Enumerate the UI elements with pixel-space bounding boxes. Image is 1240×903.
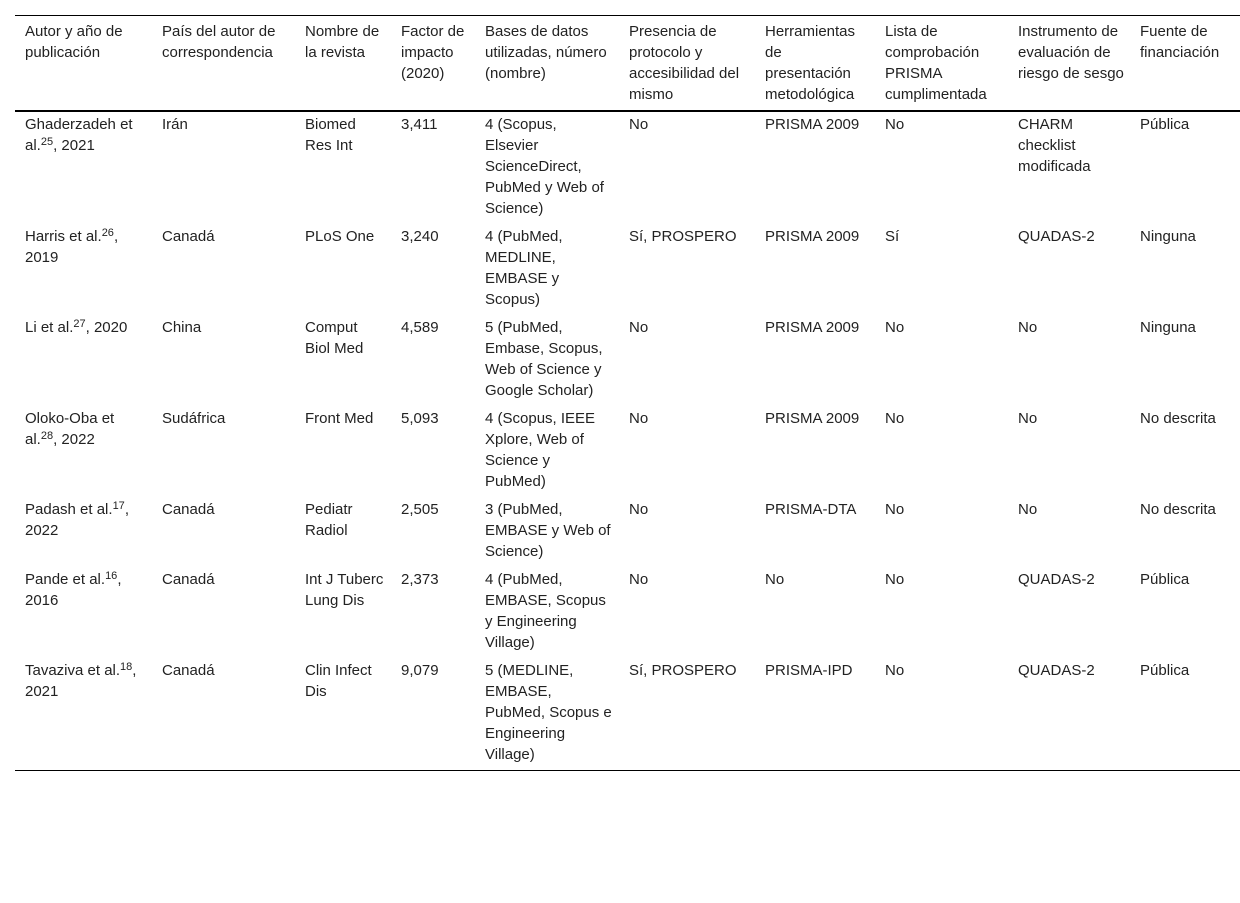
cell-bias-instrument: QUADAS-2 bbox=[1018, 228, 1095, 245]
cell-bias-instrument: QUADAS-2 bbox=[1018, 662, 1095, 679]
cell-databases: 3 (PubMed, EMBASE y Web of Science) bbox=[485, 501, 611, 560]
author-name: Tavaziva et al. bbox=[25, 662, 121, 679]
header-protocol: Presencia de protocolo y accesibilidad del mismo bbox=[629, 23, 740, 103]
table-row bbox=[15, 658, 1240, 771]
author-name: Oloko-Oba et al. bbox=[25, 410, 115, 448]
cell-impact-factor: 9,079 bbox=[401, 662, 439, 679]
cell-funding: Ninguna bbox=[1140, 228, 1196, 245]
cell-author bbox=[15, 658, 152, 771]
cell-protocol: No bbox=[629, 410, 649, 427]
cell-country: Canadá bbox=[162, 571, 215, 588]
cell-databases: 5 (PubMed, Embase, Scopus, Web of Science y Google Scholar) bbox=[485, 319, 603, 399]
cell-country: China bbox=[162, 319, 202, 336]
header-author: Autor y año de publicación bbox=[25, 23, 123, 61]
author-year: , 2022 bbox=[25, 501, 129, 539]
cell-impact-factor: 4,589 bbox=[401, 319, 439, 336]
cell-databases: 4 (PubMed, MEDLINE, EMBASE y Scopus) bbox=[485, 228, 563, 308]
cell-prisma-checklist: No bbox=[885, 571, 905, 588]
cell-country: Canadá bbox=[162, 662, 215, 679]
cell-funding: No descrita bbox=[1140, 501, 1216, 518]
cell-author bbox=[15, 315, 152, 406]
reference-number: 27 bbox=[73, 318, 86, 330]
cell-funding: Pública bbox=[1140, 116, 1190, 133]
cell-author bbox=[15, 567, 152, 658]
header-databases: Bases de datos utilizadas, número (nombre) bbox=[485, 23, 607, 82]
cell-journal: Pediatr Radiol bbox=[305, 501, 353, 539]
table-row bbox=[15, 224, 1240, 315]
cell-bias-instrument: No bbox=[1018, 410, 1038, 427]
table-row bbox=[15, 315, 1240, 406]
cell-databases: 4 (Scopus, Elsevier ScienceDirect, PubMed y Web of Science) bbox=[485, 116, 604, 217]
header-funding: Fuente de financiación bbox=[1140, 23, 1220, 61]
cell-databases: 4 (PubMed, EMBASE, Scopus y Engineering Village) bbox=[485, 571, 606, 651]
table-row bbox=[15, 567, 1240, 658]
author-year: , 2021 bbox=[25, 662, 137, 700]
header-journal: Nombre de la revista bbox=[305, 23, 380, 61]
cell-bias-instrument: QUADAS-2 bbox=[1018, 571, 1095, 588]
cell-prisma-checklist: No bbox=[885, 410, 905, 427]
review-characteristics-table-container bbox=[15, 15, 1240, 771]
author-year: , 2022 bbox=[53, 431, 95, 448]
author-year: , 2016 bbox=[25, 571, 122, 609]
header-prisma-checklist: Lista de comprobación PRISMA cumplimentada bbox=[885, 23, 987, 103]
cell-funding: No descrita bbox=[1140, 410, 1216, 427]
cell-journal: Int J Tuberc Lung Dis bbox=[305, 571, 384, 609]
cell-funding: Pública bbox=[1140, 662, 1190, 679]
cell-prisma-checklist: No bbox=[885, 662, 905, 679]
author-year: , 2019 bbox=[25, 228, 119, 266]
cell-methodological-tools: PRISMA-IPD bbox=[765, 662, 853, 679]
cell-methodological-tools: PRISMA 2009 bbox=[765, 319, 860, 336]
cell-author bbox=[15, 406, 152, 497]
cell-country: Canadá bbox=[162, 228, 215, 245]
cell-impact-factor: 3,240 bbox=[401, 228, 439, 245]
cell-author bbox=[15, 224, 152, 315]
cell-impact-factor: 2,505 bbox=[401, 501, 439, 518]
header-country: País del autor de correspondencia bbox=[162, 23, 276, 61]
cell-country: Canadá bbox=[162, 501, 215, 518]
cell-country: Irán bbox=[162, 116, 188, 133]
cell-funding: Pública bbox=[1140, 571, 1190, 588]
cell-protocol: No bbox=[629, 501, 649, 518]
cell-methodological-tools: PRISMA 2009 bbox=[765, 228, 860, 245]
cell-databases: 5 (MEDLINE, EMBASE, PubMed, Scopus e Engineering Village) bbox=[485, 662, 612, 763]
cell-protocol: No bbox=[629, 571, 649, 588]
cell-journal: Biomed Res Int bbox=[305, 116, 356, 154]
table-row bbox=[15, 497, 1240, 567]
cell-methodological-tools: PRISMA 2009 bbox=[765, 116, 860, 133]
table-row bbox=[15, 111, 1240, 224]
reference-number: 25 bbox=[40, 136, 54, 148]
header-row bbox=[15, 16, 1240, 112]
author-name: Padash et al. bbox=[25, 501, 113, 518]
author-year: , 2020 bbox=[85, 319, 128, 336]
cell-prisma-checklist: No bbox=[885, 116, 905, 133]
cell-journal: Front Med bbox=[305, 410, 374, 427]
reference-number: 26 bbox=[101, 227, 114, 239]
cell-impact-factor: 3,411 bbox=[401, 116, 438, 133]
cell-methodological-tools: PRISMA 2009 bbox=[765, 410, 860, 427]
header-methodological-tools: Herramientas de presentación metodológica bbox=[765, 23, 856, 103]
cell-impact-factor: 5,093 bbox=[401, 410, 439, 427]
cell-protocol: Sí, PROSPERO bbox=[629, 228, 737, 245]
table-body bbox=[15, 111, 1240, 771]
table-row bbox=[15, 406, 1240, 497]
cell-journal: Clin Infect Dis bbox=[305, 662, 372, 700]
author-name: Harris et al. bbox=[25, 228, 102, 245]
cell-prisma-checklist: Sí bbox=[885, 228, 900, 245]
cell-author bbox=[15, 497, 152, 567]
author-year: , 2021 bbox=[53, 137, 95, 154]
cell-bias-instrument: No bbox=[1018, 501, 1038, 518]
review-characteristics-table bbox=[15, 15, 1240, 771]
header-impact-factor: Factor de impacto (2020) bbox=[401, 23, 465, 82]
cell-bias-instrument: CHARM checklist modificada bbox=[1018, 116, 1091, 175]
cell-methodological-tools: No bbox=[765, 571, 785, 588]
cell-bias-instrument: No bbox=[1018, 319, 1038, 336]
cell-impact-factor: 2,373 bbox=[401, 571, 439, 588]
reference-number: 28 bbox=[40, 430, 54, 442]
cell-methodological-tools: PRISMA-DTA bbox=[765, 501, 857, 518]
cell-protocol: Sí, PROSPERO bbox=[629, 662, 737, 679]
cell-author bbox=[15, 111, 152, 224]
author-name: Ghaderzadeh et al. bbox=[25, 116, 133, 154]
cell-journal: PLoS One bbox=[305, 228, 375, 245]
cell-journal: Comput Biol Med bbox=[305, 319, 364, 357]
cell-prisma-checklist: No bbox=[885, 501, 905, 518]
cell-prisma-checklist: No bbox=[885, 319, 905, 336]
cell-protocol: No bbox=[629, 116, 649, 133]
reference-number: 18 bbox=[120, 661, 133, 673]
author-name: Li et al. bbox=[25, 319, 74, 336]
reference-number: 16 bbox=[105, 570, 118, 582]
cell-funding: Ninguna bbox=[1140, 319, 1196, 336]
author-name: Pande et al. bbox=[25, 571, 106, 588]
cell-databases: 4 (Scopus, IEEE Xplore, Web of Science y PubMed) bbox=[485, 410, 596, 490]
reference-number: 17 bbox=[112, 500, 125, 512]
cell-country: Sudáfrica bbox=[162, 410, 226, 427]
header-bias-instrument: Instrumento de evaluación de riesgo de sesgo bbox=[1018, 23, 1124, 82]
cell-protocol: No bbox=[629, 319, 649, 336]
